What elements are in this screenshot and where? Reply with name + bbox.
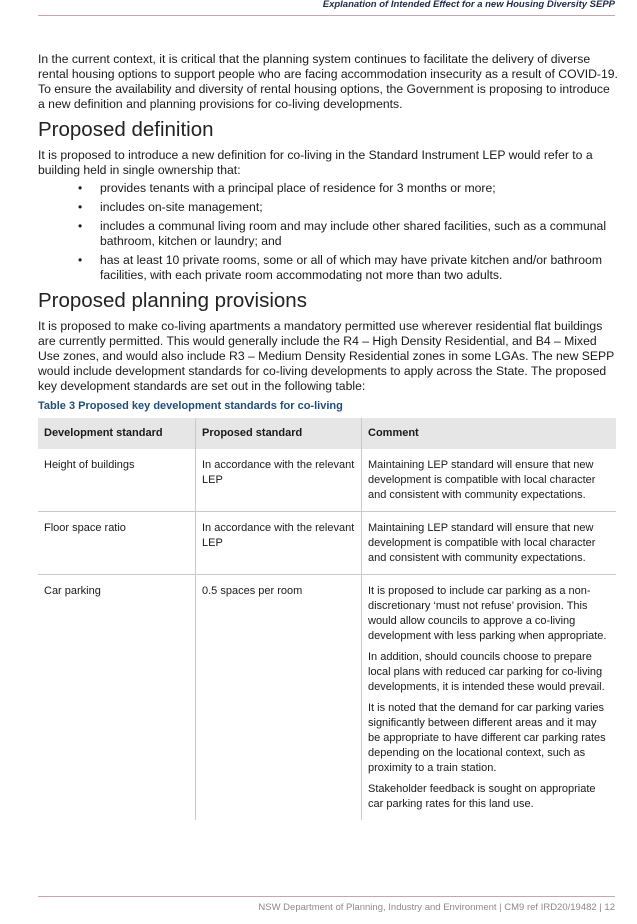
bullet-icon: • — [78, 181, 83, 195]
cell-standard: Car parking — [44, 585, 101, 597]
development-standards-table — [38, 418, 616, 820]
cell-standard: Floor space ratio — [38, 512, 196, 575]
definition-lead: It is proposed to introduce a new definition for co-living in the Standard Instrument LEP would refer to a building held in single ownership that: — [38, 148, 593, 177]
cell-proposed: 0.5 spaces per room — [196, 575, 362, 821]
table-caption: Table 3 Proposed key development standards for co-living — [38, 400, 343, 412]
header-divider — [38, 15, 615, 16]
cell-comment: It is proposed to include car parking as a non-discretionary ‘must not refuse’ provision. This would allow councils to approve a co-living development with less parking when appropriate. In addition, should councils choose to prepare local plans with reduced car parking for co-living developments, it is intended these would prevail. It is noted that the demand for car parking varies significantly between different areas and it may be appropriate to have different car parking rates depending on the locational context, such as proximity to a train station. Stakeholder feedback is sought on appropriate car parking rates for this land use. — [362, 575, 617, 821]
cell-comment: Maintaining LEP standard will ensure that new development is compatible with local character and consistent with community expectations. — [362, 449, 617, 512]
list-item: • has at least 10 private rooms, some or all of which may have private kitchen and/or bathroom facilities, with each private room accommodating not more than two adults. — [78, 253, 602, 282]
footer-divider — [38, 896, 615, 897]
table-row — [38, 575, 616, 821]
intro-paragraph: In the current context, it is critical that the planning system continues to facilitate the delivery of diverse rental housing options to support people who are facing accommodation insecurity as a result of COVID-19. To ensure the availability and diversity of rental housing options, the Government is proposing to introduce a new definition and planning provisions for co-living developments. — [38, 52, 618, 111]
cell-proposed: In accordance with the relevant LEP — [196, 449, 362, 512]
bullet-icon: • — [78, 200, 83, 214]
table-row — [38, 512, 616, 575]
table-row — [38, 449, 616, 512]
list-item: • provides tenants with a principal place of residence for 3 months or more; — [78, 181, 496, 195]
cell-comment: Maintaining LEP standard will ensure that new development is compatible with local character and consistent with community expectations. — [362, 512, 617, 575]
definition-bullet-list — [38, 181, 618, 283]
page-content — [38, 52, 618, 820]
header-proposed-standard: Proposed standard — [196, 418, 362, 449]
list-item: • includes on-site management; — [78, 200, 263, 214]
page-footer: NSW Department of Planning, Industry and Environment | CM9 ref IRD20/19482 | 12 — [258, 902, 615, 913]
definition-heading: Proposed definition — [38, 118, 214, 141]
bullet-icon: • — [78, 219, 83, 233]
header-development-standard: Development standard — [38, 418, 196, 449]
cell-proposed: In accordance with the relevant LEP — [196, 512, 362, 575]
provisions-heading: Proposed planning provisions — [38, 289, 307, 312]
table-header-row — [38, 418, 616, 449]
running-header: Explanation of Intended Effect for a new Housing Diversity SEPP — [322, 0, 615, 10]
bullet-icon: • — [78, 253, 83, 267]
provisions-paragraph: It is proposed to make co-living apartments a mandatory permitted use wherever residential flat buildings are currently permitted. This would generally include the R4 – High Density Residential, and B4 – Mixed Use zones, and would also include R3 – Medium Density Residential zones in some LGAs. The new SEPP would include development standards for co-living developments to apply across the State. The proposed key development standards are set out in the following table: — [38, 319, 615, 393]
cell-standard: Height of buildings — [38, 449, 196, 512]
list-item: • includes a communal living room and may include other shared facilities, such as a communal bathroom, kitchen or laundry; and — [78, 219, 607, 248]
header-comment: Comment — [362, 418, 617, 449]
